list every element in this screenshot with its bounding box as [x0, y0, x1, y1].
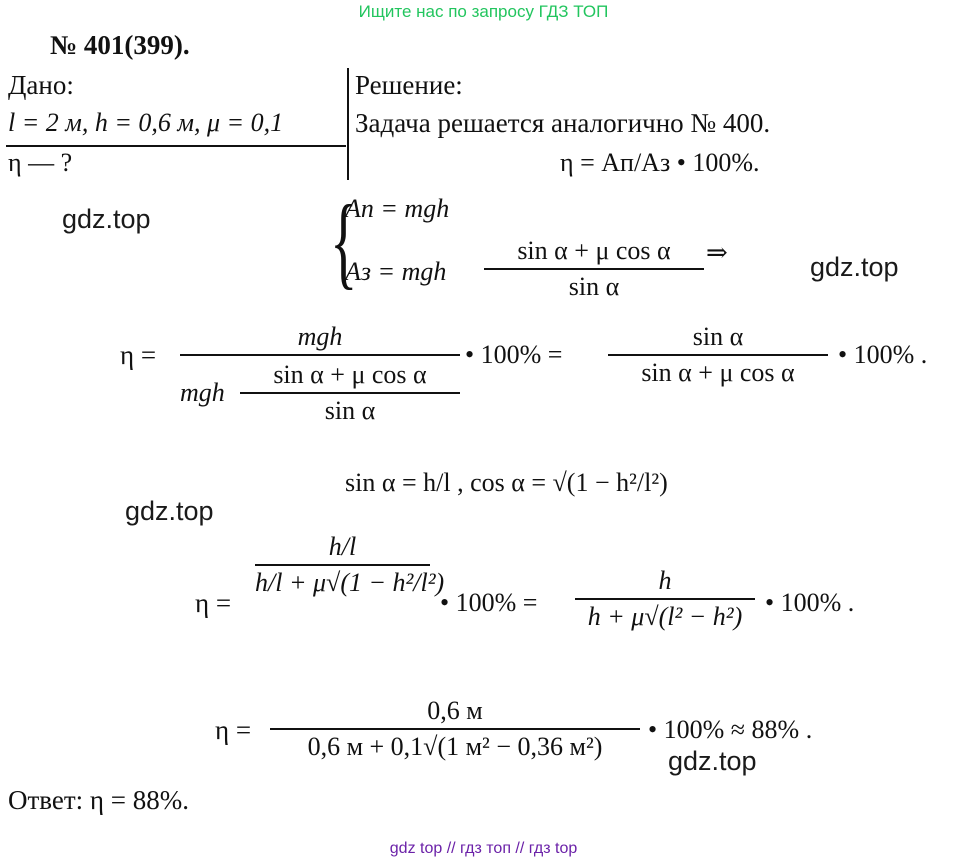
eta3-den1: h/l + μ√(1 − h²/l²) — [255, 568, 445, 597]
eta4-den: 0,6 м + 0,1√(1 м² − 0,36 м²) — [307, 732, 603, 761]
bottom-link[interactable]: gdz top // гдз топ // гдз top — [389, 840, 578, 857]
given-label: Дано: — [8, 70, 74, 100]
eta-num2: sin α — [692, 322, 744, 351]
solution-note: Задача решается аналогично № 400. — [355, 108, 771, 138]
eta4-num: 0,6 м — [427, 696, 483, 725]
eta3-fraction-1 — [255, 532, 445, 598]
eta-den1-prefix: mgh — [180, 378, 225, 407]
solution-label: Решение: — [355, 70, 463, 100]
system-fraction-den: sin α — [568, 272, 620, 301]
fraction-bar — [575, 598, 755, 600]
eta-inner-fraction — [240, 360, 460, 426]
eta-inner-num: sin α + μ cos α — [273, 360, 427, 389]
system-line1: Aп = mgh — [345, 194, 450, 223]
implies-arrow-icon: ⇒ — [706, 238, 728, 267]
system-fraction-num: sin α + μ cos α — [517, 236, 671, 265]
watermark: gdz.top — [62, 204, 151, 234]
eta-inner-den: sin α — [324, 396, 376, 425]
watermark: gdz.top — [668, 746, 757, 776]
eta-fraction-1 — [180, 322, 460, 358]
answer: Ответ: η = 88%. — [8, 785, 190, 815]
fraction-bar — [180, 354, 460, 356]
efficiency-formula: η = Aп/Aз • 100%. — [560, 148, 760, 177]
eta4-fraction — [270, 696, 640, 762]
eta-prefix: η = — [120, 340, 157, 370]
eta-fraction-2 — [608, 322, 828, 388]
eta3-den2: h + μ√(l² − h²) — [587, 602, 743, 631]
system-line2-prefix: Aз = mgh — [345, 257, 447, 286]
eta-num1: mgh — [297, 322, 343, 351]
find-label: η — ? — [8, 148, 73, 177]
eta-den2: sin α + μ cos α — [641, 358, 795, 387]
top-link[interactable]: Ищите нас по запросу ГДЗ ТОП — [358, 2, 609, 21]
eta3-mid: • 100% = — [440, 588, 538, 617]
given-divider — [6, 145, 346, 147]
eta-mid: • 100% = — [465, 340, 563, 369]
watermark: gdz.top — [125, 496, 214, 526]
system-fraction — [484, 236, 704, 302]
fraction-bar — [255, 564, 430, 566]
eta3-num1: h/l — [328, 532, 357, 561]
eta-end: • 100% . — [838, 340, 928, 369]
fraction-bar — [608, 354, 828, 356]
eta4-end: • 100% ≈ 88% . — [648, 715, 813, 744]
system-brace-icon: { — [330, 184, 358, 299]
fraction-bar — [270, 728, 640, 730]
given-vertical-divider — [347, 68, 349, 180]
given-values: l = 2 м, h = 0,6 м, μ = 0,1 — [8, 108, 284, 137]
eta3-num2: h — [658, 566, 672, 595]
fraction-bar — [240, 392, 460, 394]
problem-number: № 401(399). — [50, 30, 190, 60]
eta3-end: • 100% . — [765, 588, 855, 617]
eta4-prefix: η = — [215, 715, 252, 745]
eta3-fraction-2 — [575, 566, 755, 632]
watermark: gdz.top — [810, 252, 899, 282]
sin-cos-relations: sin α = h/l , cos α = √(1 − h²/l²) — [345, 468, 668, 497]
fraction-bar — [484, 268, 704, 270]
eta3-prefix: η = — [195, 588, 232, 618]
